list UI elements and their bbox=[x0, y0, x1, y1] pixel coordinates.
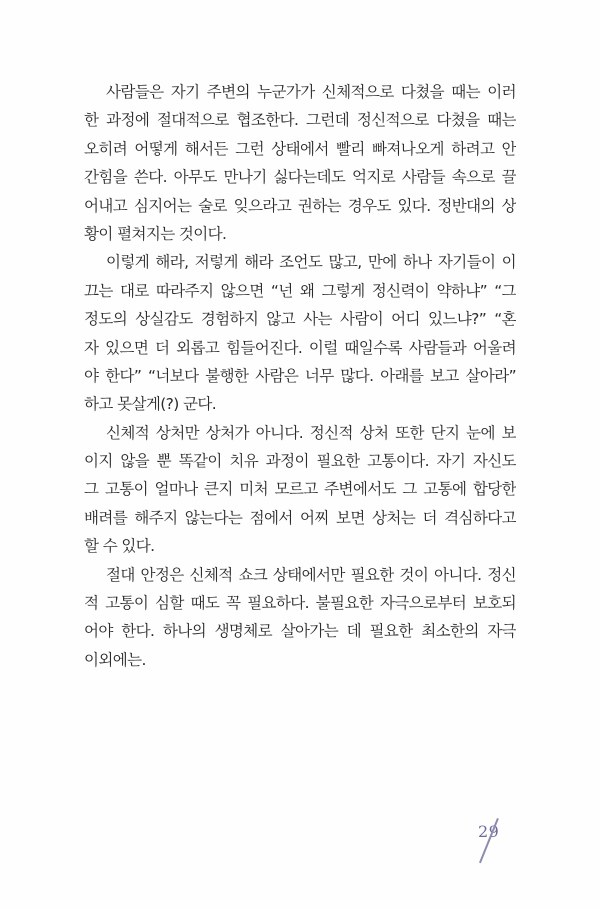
text-line: 그 고통이 얼마나 큰지 미처 모르고 주변에서도 그 고통에 합당한 bbox=[84, 480, 516, 499]
text-line: 이지 않을 뿐 똑같이 치유 과정이 필요한 고통이다. 자기 자신도 bbox=[84, 452, 516, 471]
text-line: 야 한다” “너보다 불행한 사람은 너무 많다. 아래를 보고 살아라” bbox=[84, 366, 516, 385]
page-number: 29 bbox=[478, 822, 500, 841]
body-text bbox=[84, 78, 516, 674]
text-line: 어내고 심지어는 술로 잊으라고 권하는 경우도 있다. 정반대의 상 bbox=[84, 196, 516, 215]
text-line: 한 과정에 절대적으로 협조한다. 그런데 정신적으로 다쳤을 때는 bbox=[84, 111, 516, 130]
text-line: 간힘을 쓴다. 아무도 만나기 싫다는데도 억지로 사람들 속으로 끌 bbox=[84, 168, 516, 187]
text-line: 이렇게 해라, 저렇게 해라 조언도 많고, 만에 하나 자기들이 이 bbox=[106, 253, 516, 272]
text-line: 할 수 있다. bbox=[84, 537, 155, 556]
text-line: 이외에는. bbox=[84, 650, 146, 669]
text-line: 적 고통이 심할 때도 꼭 필요하다. 불필요한 자극으로부터 보호되 bbox=[84, 594, 516, 613]
text-line: 오히려 어떻게 해서든 그런 상태에서 빨리 빠져나오게 하려고 안 bbox=[84, 139, 516, 158]
text-line: 배려를 해주지 않는다는 점에서 어찌 보면 상처는 더 격심하다고 bbox=[84, 508, 516, 527]
text-line: 자 있으면 더 외롭고 힘들어진다. 이럴 때일수록 사람들과 어울려 bbox=[84, 338, 516, 357]
text-line: 사람들은 자기 주변의 누군가가 신체적으로 다쳤을 때는 이러 bbox=[106, 83, 516, 101]
text-line: 하고 못살게(?) 군다. bbox=[84, 395, 217, 414]
text-line: 절대 안정은 신체적 쇼크 상태에서만 필요한 것이 아니다. 정신 bbox=[106, 565, 516, 584]
text-line: 어야 한다. 하나의 생명체로 살아가는 데 필요한 최소한의 자극 bbox=[84, 622, 516, 641]
text-line: 황이 펼쳐지는 것이다. bbox=[84, 224, 227, 243]
text-line: 끄는 대로 따라주지 않으면 “넌 왜 그렇게 정신력이 약하냐” “그 bbox=[84, 281, 516, 300]
text-line: 신체적 상처만 상처가 아니다. 정신적 상처 또한 단지 눈에 보 bbox=[106, 423, 516, 442]
text-line: 정도의 상실감도 경험하지 않고 사는 사람이 어디 있느냐?” “혼 bbox=[84, 310, 516, 329]
